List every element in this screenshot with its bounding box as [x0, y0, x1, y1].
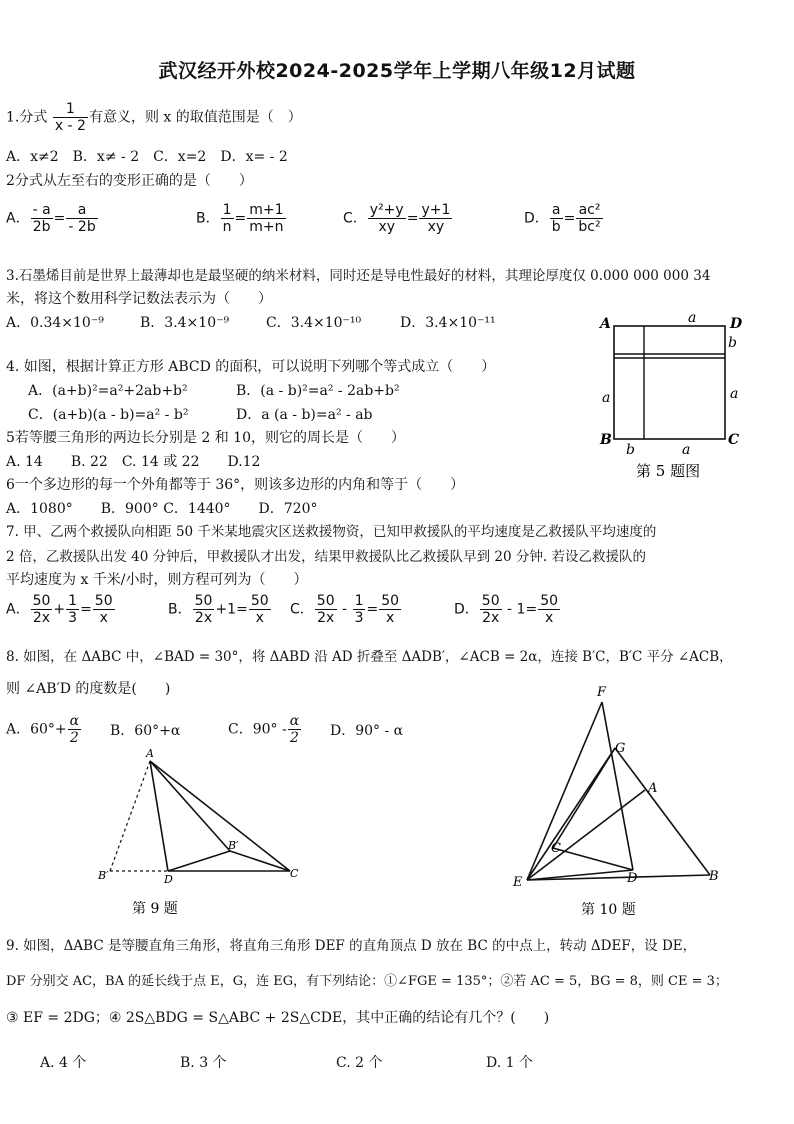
q1-fraction: $\frac{1}{x - 2}$ — [54, 101, 86, 135]
fig5-label-a-vertex: A — [600, 316, 611, 332]
fig10-label-e: E — [513, 875, 523, 890]
q9-line-3: ③ EF = 2DG；④ 2S△BDG = S△ABC + 2S△CDE，其中正确的结论有几个？( ) — [6, 1010, 550, 1026]
q7-option-b: B． $\frac{50}{2x}$ +1= $\frac{50}{x}$ — [168, 593, 269, 627]
q2-option-a: A． $\frac{- a}{2b}$ = $\frac{a}{- 2b}$ — [6, 202, 96, 236]
fig10-label-g: G — [615, 741, 626, 756]
q5-stem: 5若等腰三角形的两边长分别是 2 和 10，则它的周长是（ ） — [6, 430, 405, 446]
q2-option-c: C． $\frac{\text{y²+y}}{xy}$ = $\frac{y+1}{xy}$ — [343, 202, 451, 236]
q9-option-a: A. 4 个 — [40, 1055, 87, 1071]
fig9-label-c: C — [290, 867, 299, 880]
q7-option-d: D． $\frac{50}{2x}$ - 1= $\frac{50}{x}$ — [454, 593, 559, 627]
q3-option-a: A．0.34×10⁻⁹ — [6, 315, 104, 331]
fig5-label-b-vertex: B — [600, 432, 612, 448]
q3-option-c: C．3.4×10⁻¹⁰ — [266, 315, 362, 331]
q8-option-d: D．90° - α — [330, 723, 404, 739]
q1-suffix: 有意义，则 x 的取值范围是（ ） — [88, 109, 302, 126]
q2-option-b: B． $\frac{1}{n}$ = $\frac{m+1}{m+n}$ — [196, 202, 284, 236]
fig10-label-a: A — [648, 781, 658, 796]
q8-option-b: B．60°+α — [110, 723, 181, 739]
q4-option-d: D．a (a - b)=a² - ab — [236, 407, 373, 423]
fig5-label-bottom-b: b — [626, 442, 635, 458]
fig9-label-a: A — [146, 747, 154, 760]
q8-option-c: C．90° - $\frac{\alpha}{2}$ — [228, 713, 300, 747]
q4-option-c: C．(a+b)(a - b)=a² - b² — [28, 407, 189, 423]
fig5-caption: 第 5 题图 — [636, 462, 701, 480]
q3-line-1: 3.石墨烯目前是世界上最薄却也是最坚硬的纳米材料，同时还是导电性最好的材料，其理论厚度仅 0.000 000 000 34 — [6, 268, 711, 284]
q3-option-d: D．3.4×10⁻¹¹ — [400, 315, 496, 331]
fig5-label-left-a: a — [602, 390, 611, 406]
q1-options: A．x≠2 B．x≠ - 2 C．x=2 D．x= - 2 — [6, 149, 288, 165]
q7-line-1: 7. 甲、乙两个救援队向相距 50 千米某地震灾区送救援物资，已知甲救援队的平均速度是乙救援队平均速度的 — [6, 524, 657, 540]
page-title: 武汉经开外校2024-2025学年上学期八年级12月试题 — [158, 60, 636, 82]
q7-line-2: 2 倍，乙救援队出发 40 分钟后，甲救援队才出发，结果甲救援队比乙救援队早到 20 分钟. 若设乙救援队的 — [6, 549, 646, 565]
q9-line-2: DF 分别交 AC，BA 的延长线于点 E，G，连 EG，有下列结论：①∠FGE = 135°；②若 AC = 5，BG = 8，则 CE = 3； — [6, 974, 728, 989]
q1-prefix: 分式 — [19, 109, 48, 126]
fig5-label-d-vertex: D — [730, 316, 743, 332]
q3-line-2: 米，将这个数用科学记数法表示为（ ） — [6, 291, 272, 307]
q9-option-d: D. 1 个 — [486, 1055, 533, 1071]
q5-options: A. 14 B. 22 C. 14 或 22 D.12 — [6, 454, 261, 470]
q7-line-3: 平均速度为 x 千米/小时，则方程可列为（ ） — [6, 572, 308, 588]
figure-5 — [596, 308, 752, 483]
fig9-label-b-prime-left: B′ — [98, 869, 109, 882]
q9-option-b: B. 3 个 — [180, 1055, 227, 1071]
fig10-label-d: D — [627, 871, 638, 886]
fig5-label-right-a: a — [730, 386, 739, 402]
fig9-label-d: D — [164, 873, 173, 886]
fig10-caption: 第 10 题 — [581, 902, 636, 918]
q9-option-c: C. 2 个 — [336, 1055, 383, 1071]
q9-line-1: 9. 如图，ΔABC 是等腰直角三角形，将直角三角形 DEF 的直角顶点 D 放在 BC 的中点上，转动 ΔDEF，设 DE， — [6, 938, 697, 954]
q2-option-d: D． $\frac{a}{b}$ = $\frac{\text{ac²}}{\text{bc²}}$ — [524, 202, 601, 236]
question-1 — [6, 101, 302, 134]
fig9-caption: 第 9 题 — [132, 901, 178, 917]
fig9-label-b-prime: B′ — [228, 839, 239, 852]
fig5-label-right-b: b — [728, 335, 737, 351]
q2-stem: 2分式从左至右的变形正确的是（ ） — [6, 173, 253, 189]
q3-option-b: B．3.4×10⁻⁹ — [140, 315, 230, 331]
q4-option-a: A．(a+b)²=a²+2ab+b² — [28, 383, 188, 399]
q1-number: 1. — [6, 109, 20, 126]
figure-9 — [90, 745, 320, 920]
q4-stem: 4. 如图，根据计算正方形 ABCD 的面积，可以说明下列哪个等式成立（ ） — [6, 359, 496, 375]
fig5-label-top-a: a — [688, 310, 697, 326]
figure-10 — [505, 680, 735, 920]
q6-options: A．1080° B．900° C．1440° D．720° — [6, 501, 318, 517]
fig5-label-bottom-a: a — [682, 442, 691, 458]
fig5-label-c-vertex: C — [728, 432, 740, 448]
q8-line-1: 8. 如图，在 ΔABC 中，∠BAD = 30°，将 ΔABD 沿 AD 折叠至 ΔADB′，∠ACB = 2α，连接 B′C，B′C 平分 ∠ACB， — [6, 649, 733, 665]
fig10-label-c: C — [551, 841, 561, 856]
q7-option-a: A． $\frac{50}{2x}$ + $\frac{1}{3}$ = $\frac{50}{x}$ — [6, 593, 113, 627]
q4-option-b: B．(a - b)²=a² - 2ab+b² — [236, 383, 400, 399]
fig10-label-f: F — [597, 685, 607, 700]
q8-line-2: 则 ∠AB′D 的度数是( ) — [6, 681, 171, 697]
q6-stem: 6一个多边形的每一个外角都等于 36°，则该多边形的内角和等于（ ） — [6, 477, 465, 493]
fig10-label-b: B — [709, 869, 719, 884]
q8-option-a: A．60°+ $\frac{\alpha}{2}$ — [6, 713, 80, 747]
q7-option-c: C． $\frac{50}{2x}$ - $\frac{1}{3}$ = $\frac{50}{x}$ — [290, 593, 400, 627]
